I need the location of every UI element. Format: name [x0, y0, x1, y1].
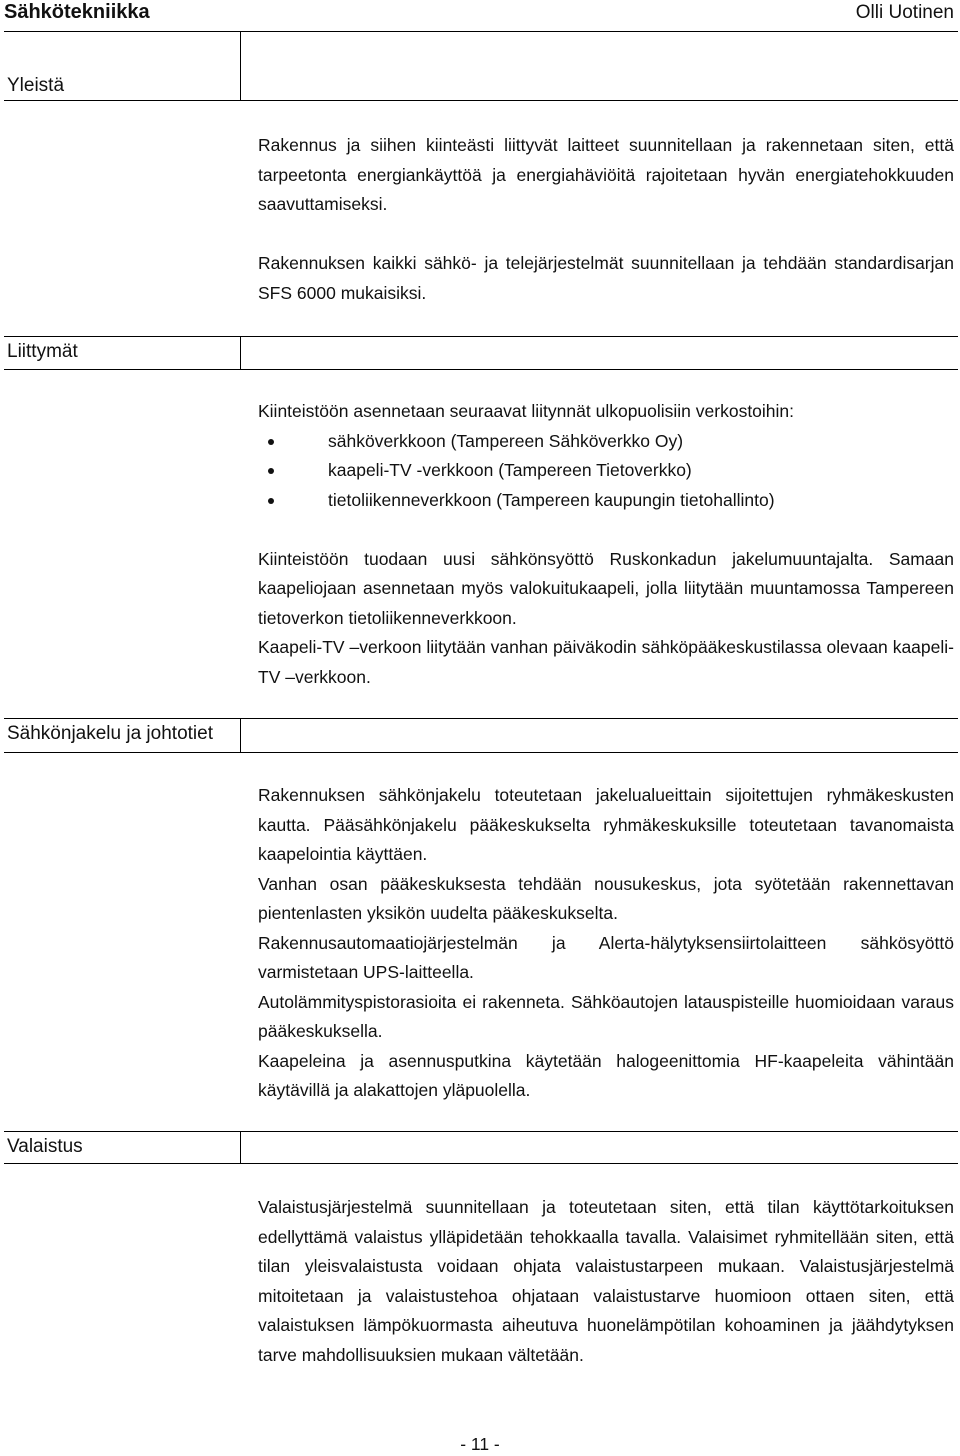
paragraph: Rakennusautomaatiojärjestelmän ja Alerta-hälytyksensiirtolaitteen sähkösyöttö varmistetaan UPS-laitteella.	[258, 932, 954, 982]
paragraph: Rakennuksen sähkönjakelu toteutetaan jakelualueittain sijoitettujen ryhmäkeskusten kautta. Pääsähkönjakelu pääkeskukselta ryhmäkeskuksille toteutetaan tavanomaista kaapelointia käyttäen.	[258, 785, 954, 864]
page-number: - 11 -	[460, 1434, 500, 1454]
section-divider-sahkonjakelu	[4, 752, 958, 753]
document-title: Sähkötekniikka	[4, 1, 150, 23]
bullet-icon	[268, 498, 274, 504]
bullet-icon	[268, 468, 274, 474]
list-item-text: kaapeli-TV -verkkoon (Tampereen Tietoverkko)	[328, 460, 692, 480]
paragraph: Valaistusjärjestelmä suunnitellaan ja toteutetaan siten, että tilan käyttötarkoituksen edellyttämä valaistus ylläpidetään tehokkaalla tavalla. Valaisimet ryhmitellään siten, että tilan yleisvalaistusta voidaan ohjata valaistustarpeen mukaan. Valaistusjärjestelmä mitoitetaan ja valaistustehoa ohjataan valaistustarve huomioon ottaen siten, että valaistuksen lämpökuormasta aiheutuva huonelämpötilan kohoaminen ja jäähdytyksen tarve mahdollisuuksien mukaan vältetään.	[258, 1197, 954, 1365]
paragraph: Kaapeli-TV –verkoon liitytään vanhan päiväkodin sähköpääkeskustilassa olevaan kaapeli-TV –verkkoon.	[258, 637, 954, 687]
section-divider-sahkonjakelu-top	[4, 718, 958, 719]
section-divider-yleista	[4, 100, 958, 101]
section-heading-yleista: Yleistä	[7, 75, 65, 96]
bullet-icon	[268, 439, 274, 445]
section-heading-liittymat: Liittymät	[7, 341, 78, 362]
section-body-sahkonjakelu	[258, 781, 954, 1106]
section-body-valaistus	[258, 1193, 954, 1370]
column-divider	[240, 1131, 241, 1163]
section-divider-valaistus	[4, 1163, 958, 1164]
section-body-liittymat	[258, 397, 954, 692]
list-item-text: tietoliikenneverkkoon (Tampereen kaupungin tietohallinto)	[328, 489, 775, 510]
paragraph: Vanhan osan pääkeskuksesta tehdään nousukeskus, jota syötetään rakennettavan pientenlasten yksikön uudelta pääkeskukselta.	[258, 873, 954, 923]
section-divider-liittymat	[4, 369, 958, 370]
list-item	[258, 486, 954, 516]
list-item	[258, 456, 954, 486]
column-divider	[240, 718, 241, 752]
section-body-yleista	[258, 131, 954, 308]
list-item-text: sähköverkkoon (Tampereen Sähköverkko Oy)	[328, 430, 684, 451]
paragraph: Kiinteistöön asennetaan seuraavat liitynnät ulkopuolisiin verkostoihin:	[258, 401, 795, 421]
section-heading-valaistus: Valaistus	[7, 1136, 83, 1157]
header-divider	[4, 31, 958, 32]
section-heading-sahkonjakelu: Sähkönjakelu ja johtotiet	[7, 723, 213, 744]
column-divider	[240, 336, 241, 369]
paragraph: Autolämmityspistorasioita ei rakenneta. Sähköautojen latauspisteille huomioidaan varaus pääkeskuksella.	[258, 991, 954, 1041]
section-divider-liittymat-top	[4, 336, 958, 337]
section-divider-valaistus-top	[4, 1131, 958, 1132]
paragraph: Kiinteistöön tuodaan uusi sähkönsyöttö Ruskonkadun jakelumuuntajalta. Samaan kaapeliojaan asennetaan myös valokuitukaapeli, jolla liitytään muuntamossa Tampereen tietoverkon tietoliikenneverkkoon.	[258, 548, 954, 628]
list-item	[258, 427, 954, 457]
document-author: Olli Uotinen	[855, 2, 954, 23]
column-divider	[240, 31, 241, 100]
paragraph: Rakennus ja siihen kiinteästi liittyvät laitteet suunnitellaan ja rakennetaan siten, että tarpeetonta energiankäyttöä ja energiahäviöitä rajoitetaan hyvän energiatehokkuuden saavuttamiseksi.	[258, 135, 954, 214]
paragraph: Kaapeleina ja asennusputkina käytetään halogeenittomia HF-kaapeleita vähintään käytävillä ja alakattojen yläpuolella.	[258, 1050, 954, 1100]
connection-list	[258, 427, 954, 516]
paragraph: Rakennuksen kaikki sähkö- ja telejärjestelmät suunnitellaan ja tehdään standardisarjan SFS 6000 mukaisiksi.	[258, 253, 954, 303]
